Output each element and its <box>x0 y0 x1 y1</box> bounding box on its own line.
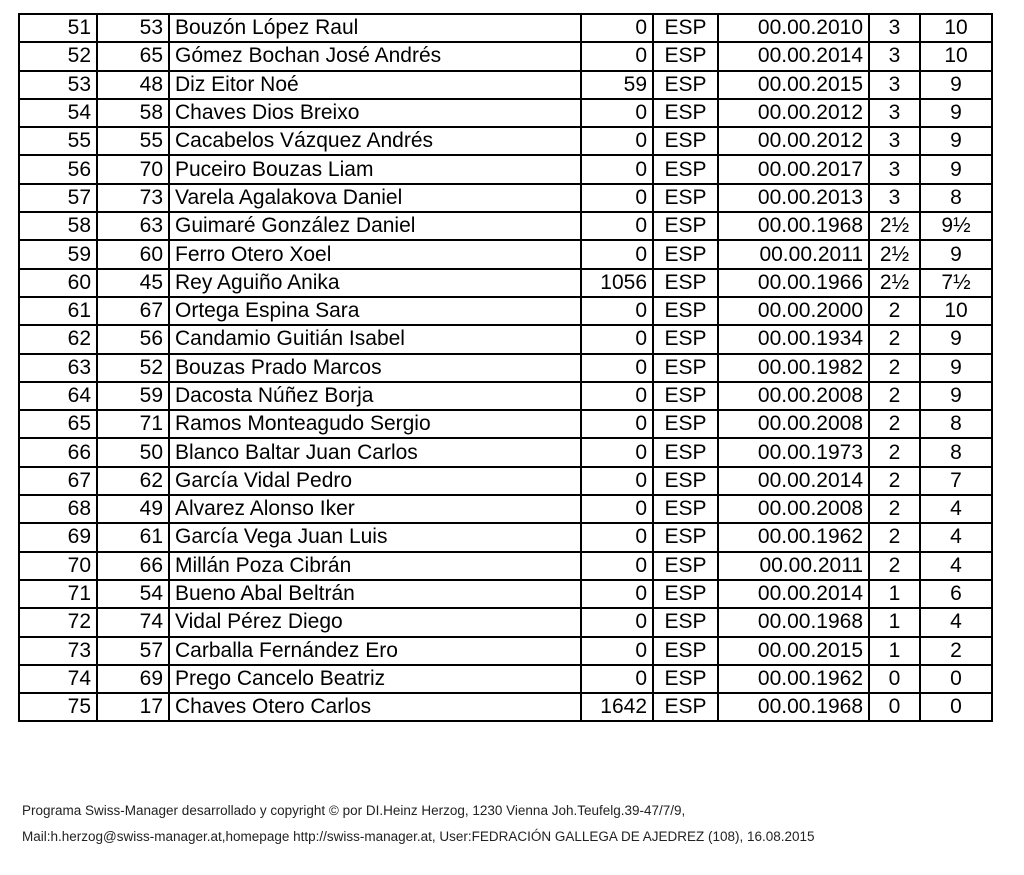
rating-cell: 59 <box>581 71 653 99</box>
birth-date-cell: 00.00.2012 <box>718 127 869 155</box>
rating-cell: 0 <box>581 42 653 70</box>
rating-cell: 0 <box>581 438 653 466</box>
standings-body <box>19 14 992 721</box>
points-cell: 2½ <box>869 240 920 268</box>
federation-cell: ESP <box>653 665 718 693</box>
rank-cell: 55 <box>19 127 97 155</box>
points-cell: 2 <box>869 325 920 353</box>
player-name-cell: Bouzón López Raul <box>169 14 581 42</box>
table-row <box>19 410 992 438</box>
start-number-cell: 52 <box>97 354 169 382</box>
rating-cell: 1642 <box>581 693 653 721</box>
federation-cell: ESP <box>653 552 718 580</box>
player-name-cell: Bouzas Prado Marcos <box>169 354 581 382</box>
federation-cell: ESP <box>653 325 718 353</box>
tiebreak-cell: 7 <box>920 467 992 495</box>
player-name-cell: Prego Cancelo Beatriz <box>169 665 581 693</box>
tiebreak-cell: 10 <box>920 14 992 42</box>
table-row <box>19 212 992 240</box>
tiebreak-cell: 6 <box>920 580 992 608</box>
table-row <box>19 693 992 721</box>
tiebreak-cell: 9 <box>920 240 992 268</box>
birth-date-cell: 00.00.2012 <box>718 99 869 127</box>
rank-cell: 52 <box>19 42 97 70</box>
player-name-cell: Varela Agalakova Daniel <box>169 184 581 212</box>
rank-cell: 61 <box>19 297 97 325</box>
player-name-cell: Diz Eitor Noé <box>169 71 581 99</box>
rank-cell: 51 <box>19 14 97 42</box>
table-row <box>19 240 992 268</box>
rank-cell: 60 <box>19 269 97 297</box>
federation-cell: ESP <box>653 155 718 183</box>
tiebreak-cell: 8 <box>920 184 992 212</box>
start-number-cell: 70 <box>97 155 169 183</box>
rating-cell: 0 <box>581 608 653 636</box>
table-row <box>19 297 992 325</box>
player-name-cell: Millán Poza Cibrán <box>169 552 581 580</box>
table-row <box>19 382 992 410</box>
federation-cell: ESP <box>653 212 718 240</box>
tiebreak-cell: 8 <box>920 410 992 438</box>
start-number-cell: 74 <box>97 608 169 636</box>
start-number-cell: 49 <box>97 495 169 523</box>
rating-cell: 0 <box>581 523 653 551</box>
rank-cell: 73 <box>19 637 97 665</box>
player-name-cell: Carballa Fernández Ero <box>169 637 581 665</box>
start-number-cell: 50 <box>97 438 169 466</box>
rating-cell: 0 <box>581 665 653 693</box>
rank-cell: 67 <box>19 467 97 495</box>
rating-cell: 0 <box>581 127 653 155</box>
rank-cell: 64 <box>19 382 97 410</box>
player-name-cell: Ferro Otero Xoel <box>169 240 581 268</box>
player-name-cell: Rey Aguiño Anika <box>169 269 581 297</box>
table-row <box>19 467 992 495</box>
birth-date-cell: 00.00.1934 <box>718 325 869 353</box>
federation-cell: ESP <box>653 127 718 155</box>
tiebreak-cell: 10 <box>920 42 992 70</box>
table-row <box>19 42 992 70</box>
player-name-cell: Chaves Otero Carlos <box>169 693 581 721</box>
federation-cell: ESP <box>653 99 718 127</box>
birth-date-cell: 00.00.1962 <box>718 523 869 551</box>
birth-date-cell: 00.00.2015 <box>718 637 869 665</box>
table-row <box>19 155 992 183</box>
player-name-cell: Blanco Baltar Juan Carlos <box>169 438 581 466</box>
rank-cell: 59 <box>19 240 97 268</box>
birth-date-cell: 00.00.1973 <box>718 438 869 466</box>
birth-date-cell: 00.00.2008 <box>718 382 869 410</box>
table-row <box>19 184 992 212</box>
points-cell: 2 <box>869 354 920 382</box>
player-name-cell: Chaves Dios Breixo <box>169 99 581 127</box>
tiebreak-cell: 4 <box>920 495 992 523</box>
federation-cell: ESP <box>653 354 718 382</box>
rating-cell: 0 <box>581 325 653 353</box>
points-cell: 2 <box>869 552 920 580</box>
points-cell: 3 <box>869 14 920 42</box>
rating-cell: 0 <box>581 467 653 495</box>
birth-date-cell: 00.00.2010 <box>718 14 869 42</box>
federation-cell: ESP <box>653 71 718 99</box>
rating-cell: 0 <box>581 637 653 665</box>
rank-cell: 62 <box>19 325 97 353</box>
federation-cell: ESP <box>653 14 718 42</box>
tiebreak-cell: 9 <box>920 99 992 127</box>
rating-cell: 0 <box>581 354 653 382</box>
table-row <box>19 608 992 636</box>
tiebreak-cell: 9 <box>920 155 992 183</box>
start-number-cell: 73 <box>97 184 169 212</box>
start-number-cell: 65 <box>97 42 169 70</box>
rating-cell: 0 <box>581 155 653 183</box>
federation-cell: ESP <box>653 240 718 268</box>
points-cell: 2½ <box>869 212 920 240</box>
federation-cell: ESP <box>653 269 718 297</box>
tiebreak-cell: 9 <box>920 71 992 99</box>
player-name-cell: Bueno Abal Beltrán <box>169 580 581 608</box>
start-number-cell: 60 <box>97 240 169 268</box>
federation-cell: ESP <box>653 608 718 636</box>
points-cell: 3 <box>869 99 920 127</box>
points-cell: 2 <box>869 467 920 495</box>
birth-date-cell: 00.00.2000 <box>718 297 869 325</box>
birth-date-cell: 00.00.2014 <box>718 467 869 495</box>
rank-cell: 58 <box>19 212 97 240</box>
tiebreak-cell: 9 <box>920 382 992 410</box>
tiebreak-cell: 4 <box>920 552 992 580</box>
rating-cell: 0 <box>581 495 653 523</box>
player-name-cell: Puceiro Bouzas Liam <box>169 155 581 183</box>
points-cell: 2 <box>869 438 920 466</box>
federation-cell: ESP <box>653 184 718 212</box>
rank-cell: 65 <box>19 410 97 438</box>
start-number-cell: 63 <box>97 212 169 240</box>
table-row <box>19 127 992 155</box>
federation-cell: ESP <box>653 438 718 466</box>
rank-cell: 53 <box>19 71 97 99</box>
birth-date-cell: 00.00.1968 <box>718 212 869 240</box>
player-name-cell: Candamio Guitián Isabel <box>169 325 581 353</box>
rating-cell: 0 <box>581 14 653 42</box>
rank-cell: 56 <box>19 155 97 183</box>
rank-cell: 54 <box>19 99 97 127</box>
table-row <box>19 325 992 353</box>
points-cell: 3 <box>869 42 920 70</box>
table-row <box>19 495 992 523</box>
points-cell: 3 <box>869 184 920 212</box>
points-cell: 1 <box>869 637 920 665</box>
tiebreak-cell: 4 <box>920 608 992 636</box>
birth-date-cell: 00.00.1968 <box>718 608 869 636</box>
table-row <box>19 580 992 608</box>
birth-date-cell: 00.00.2014 <box>718 580 869 608</box>
birth-date-cell: 00.00.2008 <box>718 410 869 438</box>
federation-cell: ESP <box>653 42 718 70</box>
rating-cell: 0 <box>581 99 653 127</box>
tiebreak-cell: 4 <box>920 523 992 551</box>
player-name-cell: Guimaré González Daniel <box>169 212 581 240</box>
start-number-cell: 61 <box>97 523 169 551</box>
federation-cell: ESP <box>653 580 718 608</box>
rank-cell: 71 <box>19 580 97 608</box>
start-number-cell: 58 <box>97 99 169 127</box>
start-number-cell: 62 <box>97 467 169 495</box>
start-number-cell: 66 <box>97 552 169 580</box>
standings-table <box>18 13 993 722</box>
table-row <box>19 99 992 127</box>
rating-cell: 0 <box>581 240 653 268</box>
table-row <box>19 71 992 99</box>
rank-cell: 70 <box>19 552 97 580</box>
points-cell: 2 <box>869 523 920 551</box>
tiebreak-cell: 0 <box>920 693 992 721</box>
points-cell: 1 <box>869 608 920 636</box>
birth-date-cell: 00.00.2014 <box>718 42 869 70</box>
player-name-cell: Ortega Espina Sara <box>169 297 581 325</box>
footer-contact: Mail:h.herzog@swiss-manager.at,homepage http://swiss-manager.at, User:FEDRACIÓN GALLEGA DE AJEDREZ (108), 16.08.2015 <box>22 829 815 844</box>
table-row <box>19 665 992 693</box>
federation-cell: ESP <box>653 467 718 495</box>
rating-cell: 0 <box>581 410 653 438</box>
player-name-cell: Cacabelos Vázquez Andrés <box>169 127 581 155</box>
table-row <box>19 14 992 42</box>
table-row <box>19 438 992 466</box>
start-number-cell: 45 <box>97 269 169 297</box>
player-name-cell: Dacosta Núñez Borja <box>169 382 581 410</box>
tiebreak-cell: 9 <box>920 325 992 353</box>
birth-date-cell: 00.00.2017 <box>718 155 869 183</box>
start-number-cell: 59 <box>97 382 169 410</box>
birth-date-cell: 00.00.2015 <box>718 71 869 99</box>
table-row <box>19 354 992 382</box>
player-name-cell: Alvarez Alonso Iker <box>169 495 581 523</box>
player-name-cell: García Vidal Pedro <box>169 467 581 495</box>
rank-cell: 68 <box>19 495 97 523</box>
rank-cell: 72 <box>19 608 97 636</box>
table-row <box>19 269 992 297</box>
start-number-cell: 53 <box>97 14 169 42</box>
tiebreak-cell: 2 <box>920 637 992 665</box>
rating-cell: 1056 <box>581 269 653 297</box>
points-cell: 3 <box>869 155 920 183</box>
birth-date-cell: 00.00.2013 <box>718 184 869 212</box>
start-number-cell: 55 <box>97 127 169 155</box>
rating-cell: 0 <box>581 297 653 325</box>
birth-date-cell: 00.00.2008 <box>718 495 869 523</box>
rank-cell: 66 <box>19 438 97 466</box>
federation-cell: ESP <box>653 637 718 665</box>
tiebreak-cell: 7½ <box>920 269 992 297</box>
birth-date-cell: 00.00.1982 <box>718 354 869 382</box>
rank-cell: 57 <box>19 184 97 212</box>
federation-cell: ESP <box>653 495 718 523</box>
tiebreak-cell: 9½ <box>920 212 992 240</box>
table-row <box>19 552 992 580</box>
rating-cell: 0 <box>581 552 653 580</box>
rating-cell: 0 <box>581 212 653 240</box>
tiebreak-cell: 9 <box>920 127 992 155</box>
rating-cell: 0 <box>581 580 653 608</box>
federation-cell: ESP <box>653 382 718 410</box>
rank-cell: 69 <box>19 523 97 551</box>
tiebreak-cell: 9 <box>920 354 992 382</box>
rating-cell: 0 <box>581 382 653 410</box>
player-name-cell: Ramos Monteagudo Sergio <box>169 410 581 438</box>
tiebreak-cell: 8 <box>920 438 992 466</box>
start-number-cell: 54 <box>97 580 169 608</box>
start-number-cell: 69 <box>97 665 169 693</box>
points-cell: 2 <box>869 297 920 325</box>
federation-cell: ESP <box>653 410 718 438</box>
table-row <box>19 523 992 551</box>
federation-cell: ESP <box>653 523 718 551</box>
birth-date-cell: 00.00.1968 <box>718 693 869 721</box>
birth-date-cell: 00.00.1966 <box>718 269 869 297</box>
rating-cell: 0 <box>581 184 653 212</box>
federation-cell: ESP <box>653 693 718 721</box>
rank-cell: 74 <box>19 665 97 693</box>
birth-date-cell: 00.00.1962 <box>718 665 869 693</box>
points-cell: 3 <box>869 71 920 99</box>
player-name-cell: Gómez Bochan José Andrés <box>169 42 581 70</box>
rank-cell: 75 <box>19 693 97 721</box>
birth-date-cell: 00.00.2011 <box>718 240 869 268</box>
federation-cell: ESP <box>653 297 718 325</box>
points-cell: 3 <box>869 127 920 155</box>
tiebreak-cell: 0 <box>920 665 992 693</box>
points-cell: 2½ <box>869 269 920 297</box>
birth-date-cell: 00.00.2011 <box>718 552 869 580</box>
start-number-cell: 48 <box>97 71 169 99</box>
player-name-cell: García Vega Juan Luis <box>169 523 581 551</box>
start-number-cell: 17 <box>97 693 169 721</box>
points-cell: 2 <box>869 382 920 410</box>
points-cell: 0 <box>869 693 920 721</box>
start-number-cell: 56 <box>97 325 169 353</box>
tiebreak-cell: 10 <box>920 297 992 325</box>
points-cell: 0 <box>869 665 920 693</box>
table-row <box>19 637 992 665</box>
start-number-cell: 71 <box>97 410 169 438</box>
points-cell: 2 <box>869 495 920 523</box>
footer-copyright: Programa Swiss-Manager desarrollado y copyright © por DI.Heinz Herzog, 1230 Vienna Joh.Teufelg.39-47/7/9, <box>22 803 686 818</box>
rank-cell: 63 <box>19 354 97 382</box>
start-number-cell: 67 <box>97 297 169 325</box>
player-name-cell: Vidal Pérez Diego <box>169 608 581 636</box>
points-cell: 2 <box>869 410 920 438</box>
points-cell: 1 <box>869 580 920 608</box>
start-number-cell: 57 <box>97 637 169 665</box>
